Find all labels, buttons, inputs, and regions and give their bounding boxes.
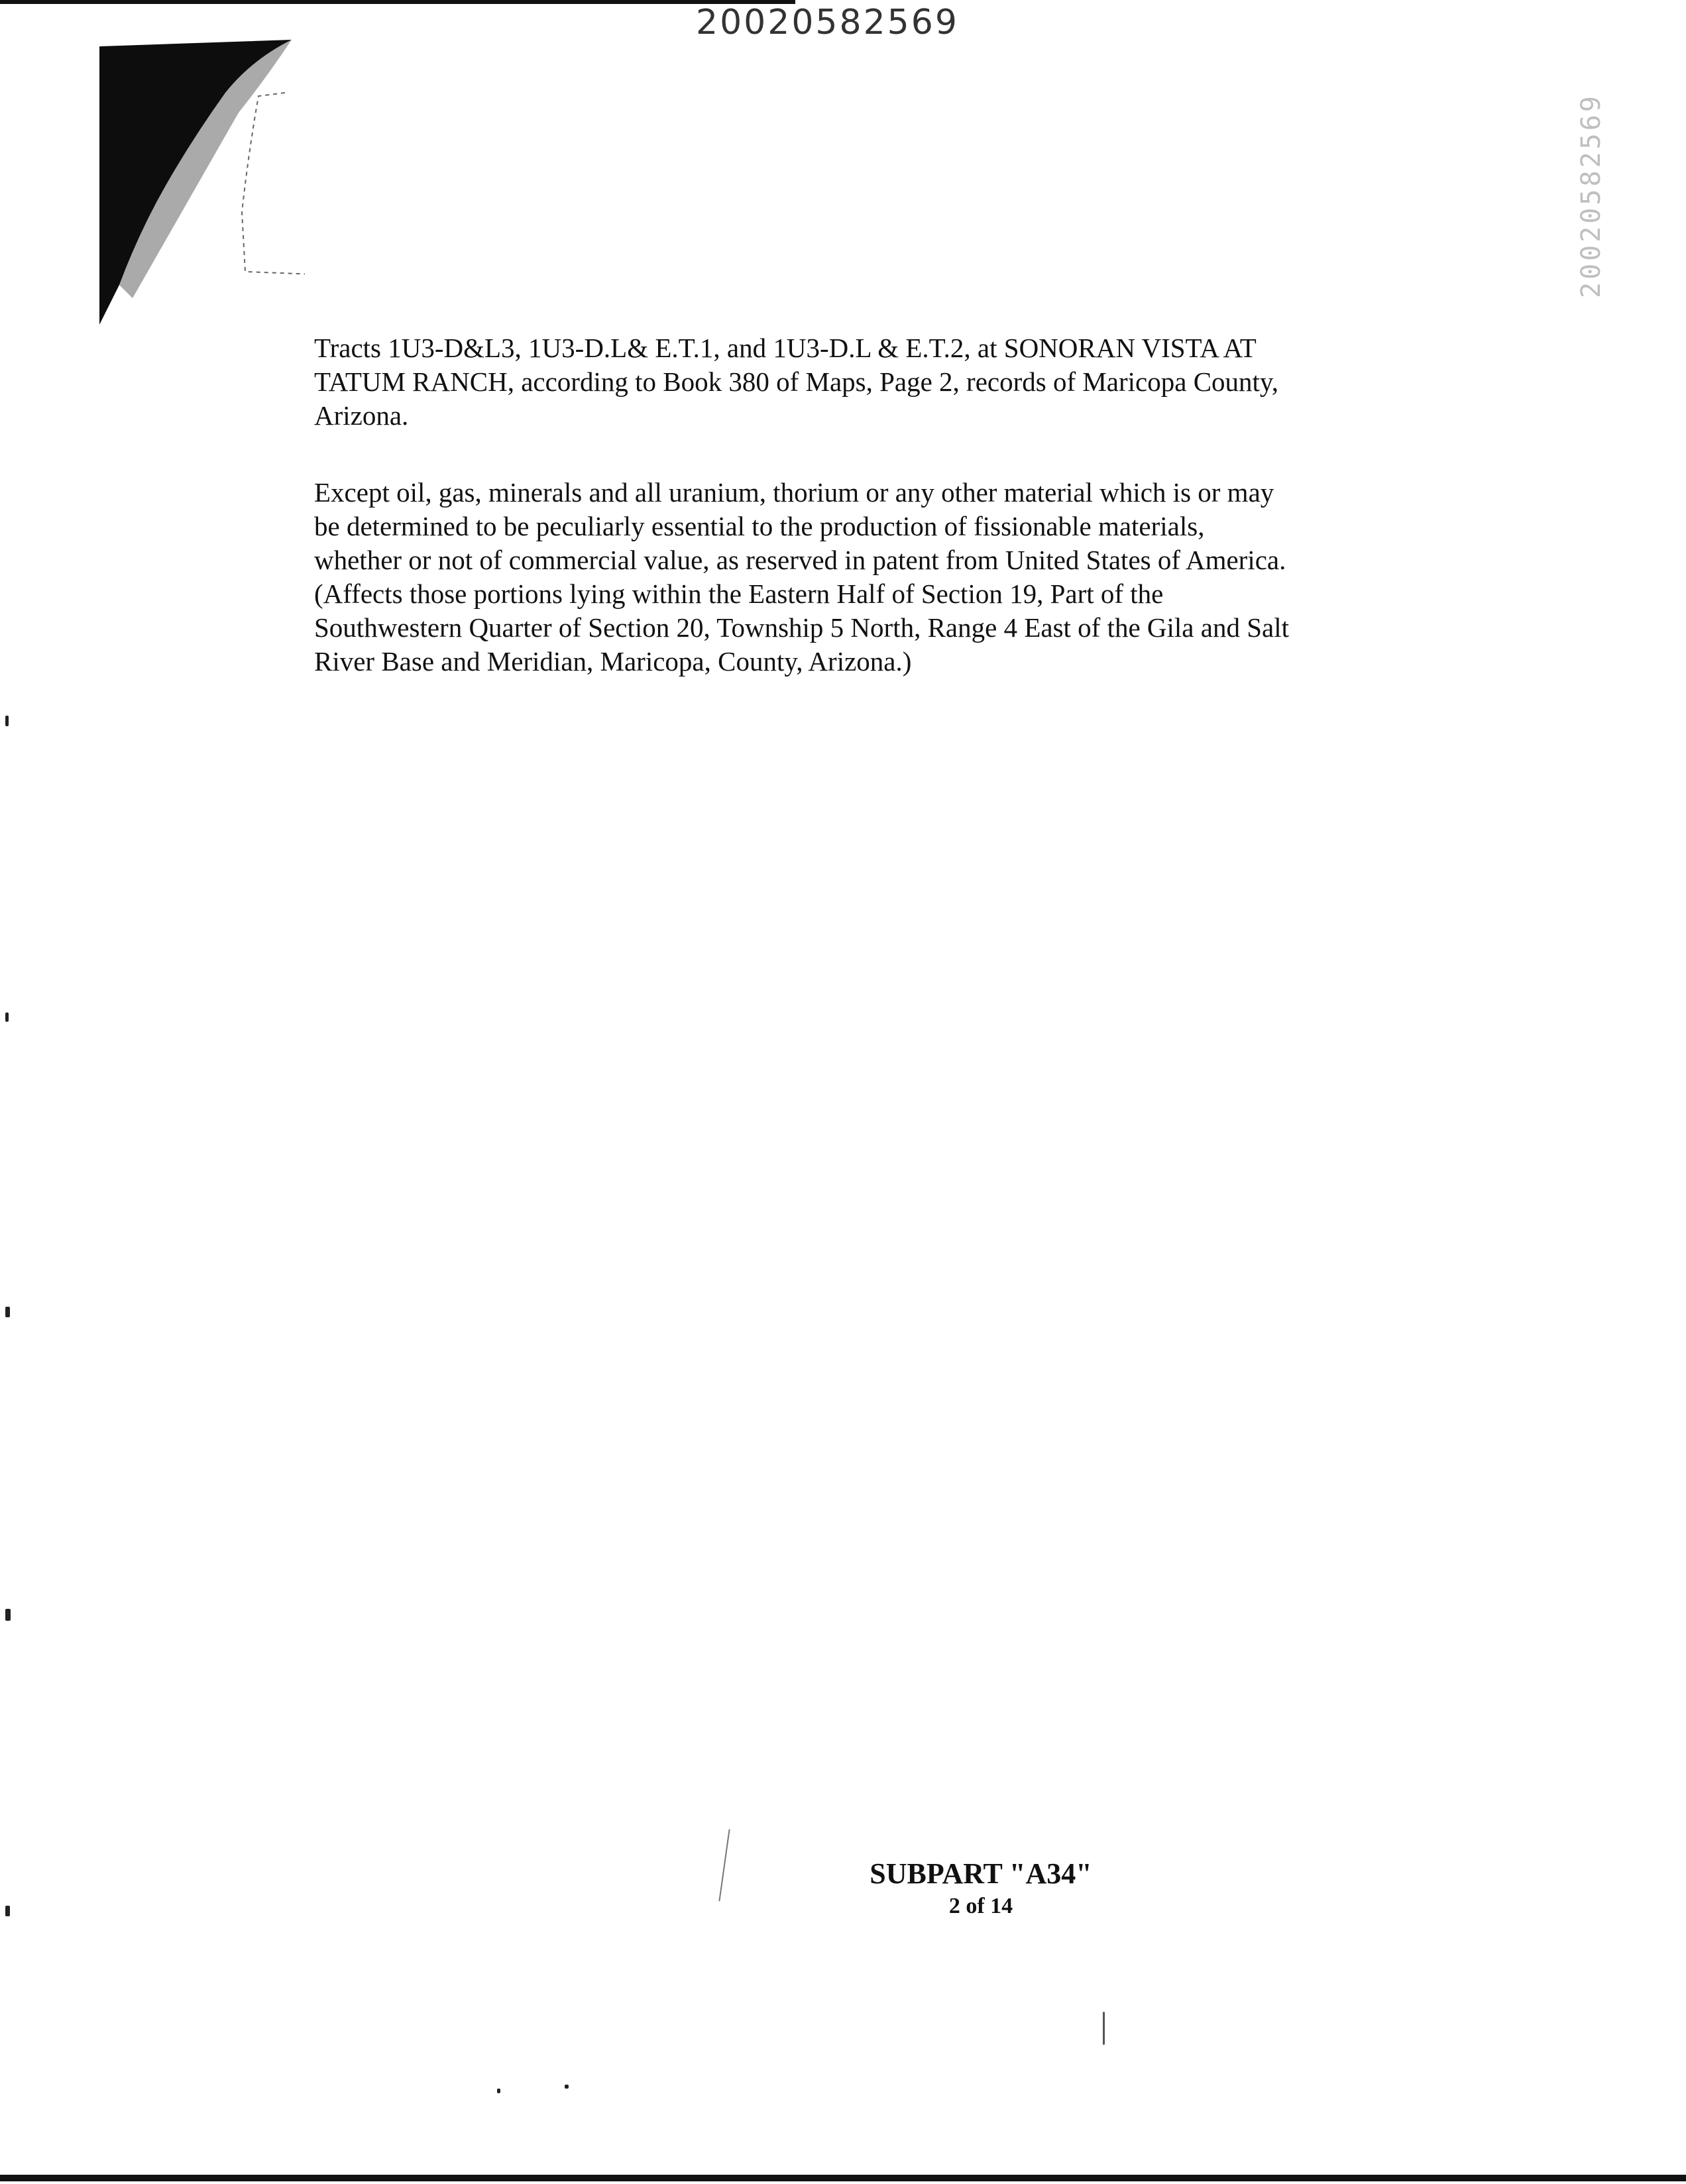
scan-speck — [497, 2089, 500, 2093]
scan-speck — [5, 1609, 11, 1621]
scan-speck — [5, 716, 9, 726]
page-number: 2 of 14 — [948, 1894, 1013, 1918]
legal-description-paragraph: Tracts 1U3-D&L3, 1U3-D.L& E.T.1, and 1U3-D.L & E.T.2, at SONORAN VISTA AT TATUM RANCH, according to Book 380 of Maps, Page 2, records of Maricopa County, Arizona. — [314, 333, 1279, 431]
scan-speck — [5, 1906, 10, 1916]
side-stamp: 20020582569 — [1576, 93, 1606, 298]
subpart-label: SUBPART "A34" — [870, 1857, 1092, 1890]
top-scan-rule — [0, 0, 795, 4]
scan-speck — [1103, 2012, 1105, 2045]
scan-speck — [5, 1307, 10, 1317]
document-number: 20020582569 — [696, 3, 959, 42]
mineral-reservation-paragraph: Except oil, gas, minerals and all uranium, thorium or any other material which is or may be determined to be peculiarly essential to the production of fissionable materials, whether or not of commercial value, as reserved in patent from United States of America. (Affects those portions lying within the Eastern Half of Section 19, Part of the Southwestern Quarter of Section 20, Township 5 North, Range 4 East of the Gila and Salt River Base and Meridian, Maricopa, County, Arizona.) — [314, 477, 1289, 677]
scan-speck — [565, 2085, 569, 2089]
bottom-scan-rule — [0, 2175, 1686, 2181]
scan-speck — [5, 1012, 9, 1022]
scan-corner-smudge — [93, 33, 305, 331]
